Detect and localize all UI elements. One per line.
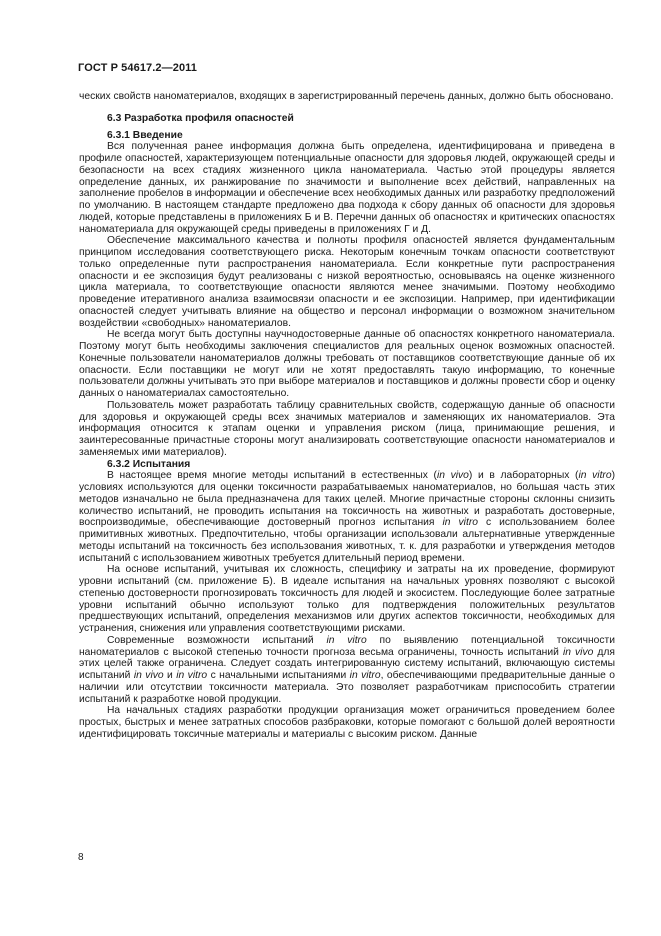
page-body: [79, 91, 615, 741]
section-title: Разработка профиля опасностей: [124, 112, 294, 124]
text-run: , обеспечивающими предварительные данные о наличии или отсутствии токсичности материала. Это позволяет разработчикам приспособить стратегии испытаний к разработке новой продукции.: [79, 670, 615, 705]
paragraph: Вся полученная ранее информация должна быть определена, идентифицирована и приведена в профиле опасностей, характеризующем потенциальные опасности для здоровья людей, окружающей среды и безопасности на всех стадиях жизненного цикла наноматериала. Частью этой процедуры является определение данных, их ранжирование по значимости и выполнение всех действий, направленных на заполнение пробелов в информации и обеспечение всех необходимых данных или разработку предположений по умолчанию. В настоящем стандарте предложено два подхода к сбору данных об опасности для здоровья людей, которые представлены в приложениях Б и В. Перечни данных об опасностях и критических опасностях наноматериала для окружающей среды приведены в приложениях Г и Д.: [79, 141, 615, 235]
text-run: для этих целей также ограничена. Следует создать интегрированную систему испытаний, включающую системы испытаний: [79, 646, 616, 681]
italic-term: in vivo: [133, 670, 164, 681]
italic-term: in vitro: [176, 670, 208, 681]
paragraph: Обеспечение максимального качества и полноты профиля опасностей является фундаментальным принципом исследования соответствующего риска. Некоторым конечным точкам опасности соответствуют только определенные пути распространения наноматериала. Если конкретные пути распространения опасности и ее экспозиция будут реализованы с низкой вероятностью, основываясь на оценке жизненного цикла материала, то соответствующие опасности являются менее значимыми. Поэтому необходимо проведение итеративного анализа взаимосвязи опасности и ее экспозиции. Например, при идентификации опасностей следует учитывать влияние на общество и персонал информации о возможном значительном воздействии «свободных» наноматериалов.: [79, 235, 615, 329]
paragraph: На начальных стадиях разработки продукции организация может ограничиться проведением более простых, быстрых и менее затратных способов разбраковки, которые помогают с большой долей вероятности идентифицировать токсичные материалы и материалы с высоким риском. Данные: [79, 705, 615, 740]
text-run: В настоящее время многие методы испытаний в естественных (: [107, 470, 437, 482]
subsection-title: Испытания: [132, 458, 191, 470]
paragraph: [79, 635, 615, 706]
subsection-number: 6.3.1: [107, 129, 130, 141]
text-run: Современные возможности испытаний: [107, 634, 327, 646]
text-run: ) условиях используются для оценки токсичности разрабатываемых наноматериалов, но большая часть этих методов изначально не была предназначена для таких целей. Многие причастные стороны склонны снизить количество испытаний, не проводить испытания на токсичность на животных и разработать достоверные, воспроизводимые, обеспечивающие достоверный прогноз испытания: [79, 470, 616, 529]
italic-term: in vivo: [562, 646, 594, 658]
subsection-title: Введение: [132, 129, 183, 141]
page-number: 8: [78, 852, 84, 863]
subsection-heading-intro: [79, 130, 615, 142]
paragraph: [79, 470, 615, 564]
italic-term: in vivo: [436, 470, 469, 482]
section-heading: [79, 113, 615, 125]
paragraph: На основе испытаний, учитывая их сложность, специфику и затраты на их проведение, формируют уровни испытаний (см. приложение Б). В идеале испытания на начальных уровнях позволяют с высокой степенью достоверности прогнозировать токсичность для людей и экосистем. Последующие более затратные уровни испытаний обычно используют только для подтверждения положительных результатов предшествующих испытаний, определения механизмов или других аспектов токсичности, необходимых для устранения, снижения или управления соответствующими рисками.: [79, 564, 615, 634]
text-run: по выявлению потенциальной токсичности наноматериалов с высокой степенью точности прогноза весьма ограничены, точность испытаний: [79, 634, 615, 658]
document-code: ГОСТ Р 54617.2—2011: [78, 62, 198, 74]
italic-term: in vitro: [578, 470, 612, 482]
paragraph: Пользователь может разработать таблицу сравнительных свойств, содержащую данные об опасности для здоровья и окружающей среды всех значимых материалов и заменяющих их наноматериалов. Эта информация относится к этапам оценки и управления риском (лица, принимающие решения, и заинтересованные причастные стороны могут анализировать соответствующие опасности наноматериалов и заменяемых ими материалов).: [79, 399, 615, 458]
text-run: ) и в лабораторных (: [468, 470, 579, 482]
section-number: 6.3: [107, 112, 122, 124]
italic-term: in vitro: [349, 670, 381, 681]
text-run: с использованием более примитивных животных. Предпочтительно, чтобы организации использовали альтернативные утвержденные методы испытаний на токсичность без использования животных, т. к. для разработки и утверждения методов испытаний с использованием животных требуется длительный период времени.: [79, 517, 615, 564]
text-run: и: [163, 670, 177, 681]
subsection-heading-tests: [79, 459, 615, 471]
paragraph: Не всегда могут быть доступны научнодостоверные данные об опасностях конкретного наноматериала. Поэтому могут быть необходимы заключения специалистов для реальных оценок возможных опасностей. Конечные пользователи наноматериалов должны требовать от поставщиков соответствующие данные об их опасности. Если поставщики не могут или не хотят предоставлять такую информацию, то конечные пользователи должны учитывать это при выборе материалов и поставщиков и должны провести сбор и оценку данных о наноматериалах самостоятельно.: [79, 329, 615, 399]
italic-term: in vitro: [442, 517, 478, 529]
text-run: с начальными испытаниями: [207, 670, 350, 681]
italic-term: in vitro: [326, 634, 367, 646]
subsection-number: 6.3.2: [107, 458, 130, 470]
intro-continuation: ческих свойств наноматериалов, входящих в зарегистрированный перечень данных, должно быть обосновано.: [79, 91, 614, 102]
